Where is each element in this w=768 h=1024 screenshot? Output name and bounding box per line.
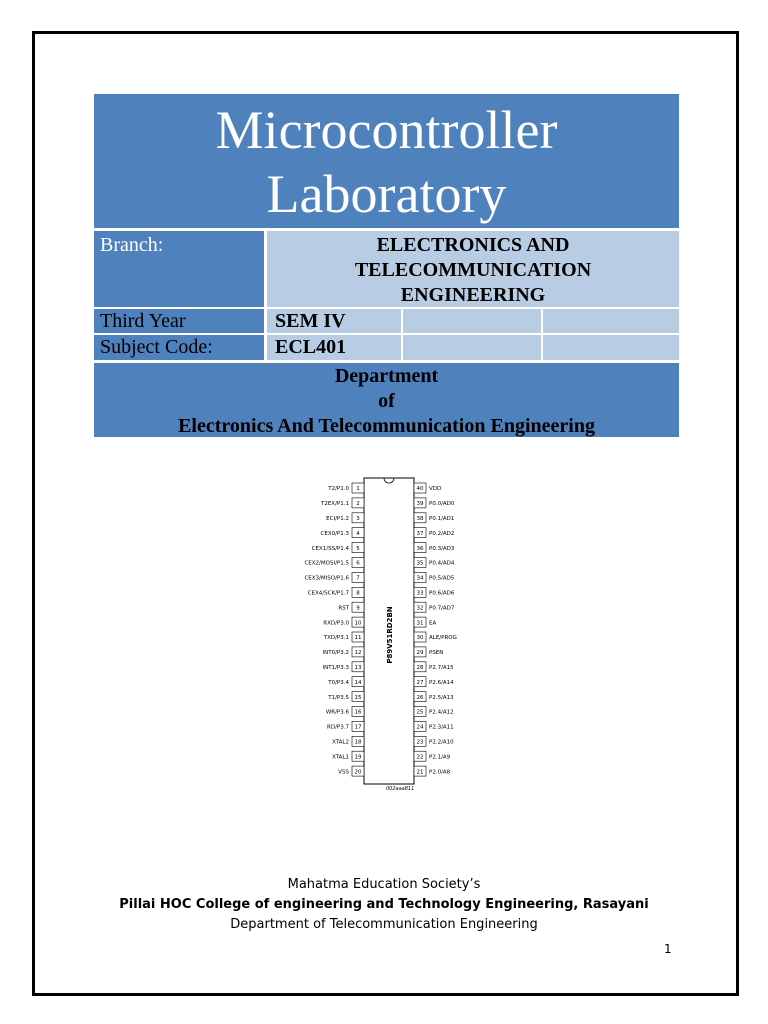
sem-value-cell — [267, 309, 401, 333]
branch-value-line-2: TELECOMMUNICATION — [354, 259, 592, 281]
pin-number: 22 — [416, 754, 424, 761]
pin-name: P2.3/A11 — [429, 724, 454, 731]
pin-number: 26 — [416, 694, 424, 701]
pin-name: RD/P3.7 — [327, 724, 349, 731]
pin-number: 17 — [354, 724, 362, 731]
branch-value-line-1: ELECTRONICS AND — [376, 234, 570, 256]
pin-number: 23 — [416, 739, 424, 746]
year-label-cell — [94, 309, 264, 333]
pin-name: PSEN — [429, 650, 444, 657]
pin-number: 8 — [356, 590, 360, 597]
pin-name: TXD/P3.1 — [323, 635, 349, 642]
pin-number: 10 — [354, 620, 362, 627]
pin-name: CEX1/SS/P1.4 — [311, 545, 349, 552]
pin-number: 21 — [416, 769, 424, 776]
pin-number: 15 — [354, 694, 362, 701]
pin-name: P0.1/AD1 — [429, 516, 455, 522]
branch-value-cell — [267, 231, 679, 307]
pin-name: VSS — [338, 769, 349, 776]
pin-number: 9 — [356, 605, 360, 612]
subject-code-label-cell — [94, 335, 264, 360]
pin-name: P2.0/A8 — [429, 769, 451, 776]
pin-number: 6 — [356, 560, 360, 567]
pin-name: P0.0/AD0 — [429, 501, 455, 508]
pin-name: CEX4/SCK/P1.7 — [307, 590, 349, 597]
pin-name: T2EX/P1.1 — [320, 501, 349, 508]
pin-number: 13 — [354, 665, 362, 671]
pin-number: 18 — [354, 739, 362, 746]
pin-name: ECI/P1.2 — [326, 516, 349, 522]
pin-number: 16 — [354, 709, 362, 716]
pin-number: 3 — [356, 516, 360, 522]
empty-cell — [403, 309, 541, 333]
pin-name: T2/P1.0 — [328, 486, 349, 493]
pin-number: 40 — [416, 486, 424, 493]
pin-number: 7 — [356, 575, 360, 582]
pin-name: P2.5/A13 — [429, 694, 454, 701]
pin-name: XTAL1 — [332, 754, 349, 761]
pin-number: 31 — [416, 620, 424, 627]
empty-cell — [403, 335, 541, 360]
right-pin-group — [414, 483, 457, 776]
pin-name: WR/P3.6 — [325, 709, 349, 716]
subject-code-label: Subject Code: — [100, 336, 213, 358]
page-number: 1 — [664, 942, 672, 956]
empty-cell — [543, 309, 679, 333]
pin-number: 14 — [354, 679, 362, 686]
branch-value-line-3: ENGINEERING — [400, 284, 546, 306]
title-line-2: Laboratory — [266, 164, 507, 224]
sem-value: SEM IV — [275, 310, 346, 332]
pin-diagram — [290, 470, 480, 800]
pin-name: RXD/P3.0 — [323, 620, 349, 627]
pin-number: 11 — [354, 635, 362, 642]
pin-name: VDD — [429, 486, 442, 493]
empty-cell — [543, 335, 679, 360]
pin-number: 4 — [356, 530, 360, 537]
pin-name: P0.4/AD4 — [429, 560, 455, 567]
pin-number: 24 — [416, 724, 424, 731]
pin-number: 36 — [416, 545, 424, 552]
pin-number: 19 — [354, 754, 362, 761]
pin-name: P2.1/A9 — [429, 754, 451, 761]
pin-number: 30 — [416, 635, 424, 642]
pin-number: 32 — [416, 605, 424, 612]
pin-number: 39 — [416, 501, 424, 508]
pin-name: P0.6/AD6 — [429, 590, 455, 597]
subject-code-value: ECL401 — [275, 336, 347, 358]
figure-code: 002aaa811 — [386, 786, 415, 792]
pin-number: 12 — [354, 650, 362, 657]
document-title — [94, 94, 679, 228]
pin-name: P0.7/AD7 — [429, 605, 455, 612]
pin-name: XTAL2 — [332, 739, 349, 746]
department-banner — [94, 363, 679, 437]
department-line-2: of — [378, 390, 395, 412]
pin-name: CEX0/P1.3 — [320, 530, 349, 537]
pin-number: 1 — [356, 486, 360, 493]
footer-society: Mahatma Education Society’s — [287, 877, 481, 892]
pin-number: 2 — [356, 501, 360, 508]
pin-name: T0/P3.4 — [328, 679, 349, 686]
pin-number: 5 — [356, 545, 360, 552]
pin-number: 37 — [416, 530, 424, 537]
department-line-3: Electronics And Telecommunication Engineering — [178, 415, 595, 437]
footer-college: Pillai HOC College of engineering and Technology Engineering, Rasayani — [119, 897, 649, 912]
pin-name: EA — [429, 620, 437, 627]
left-pin-group — [304, 483, 364, 776]
pin-name: RST — [338, 605, 349, 612]
title-line-1: Microcontroller — [215, 100, 558, 160]
pin-number: 25 — [416, 709, 424, 716]
pin-number: 20 — [354, 769, 362, 776]
pin-number: 29 — [416, 650, 424, 657]
pin-name: P0.5/AD5 — [429, 575, 455, 582]
pin-name: P2.2/A10 — [429, 739, 454, 746]
pin-name: CEX3/MISO/P1.6 — [304, 575, 349, 582]
pin-number: 35 — [416, 560, 424, 567]
pin-name: P2.6/A14 — [429, 679, 454, 686]
footer-department: Department of Telecommunication Engineering — [230, 917, 538, 932]
pin-number: 27 — [416, 679, 424, 686]
subject-code-value-cell — [267, 335, 401, 360]
pin-name: ALE/PROG — [429, 635, 457, 642]
pin-name: P0.3/AD3 — [429, 545, 455, 552]
pin-name: P2.7/A15 — [429, 665, 454, 671]
department-line-1: Department — [334, 365, 439, 387]
pin-number: 28 — [416, 665, 424, 671]
pin-name: CEX2/MOSI/P1.5 — [304, 560, 349, 567]
pin-number: 38 — [416, 516, 424, 522]
year-label: Third Year — [100, 310, 186, 332]
pin-name: INT1/P3.3 — [322, 665, 349, 671]
pin-name: P2.4/A12 — [429, 709, 454, 716]
pin-name: T1/P3.5 — [328, 694, 349, 701]
pin-name: INT0/P3.2 — [322, 650, 349, 657]
branch-label-cell — [94, 231, 264, 307]
pin-number: 34 — [416, 575, 424, 582]
pin-name: P0.2/AD2 — [429, 530, 455, 537]
branch-label: Branch: — [100, 234, 164, 256]
chip-label: P89V51RD2BN — [386, 606, 394, 664]
pin-number: 33 — [416, 590, 424, 597]
